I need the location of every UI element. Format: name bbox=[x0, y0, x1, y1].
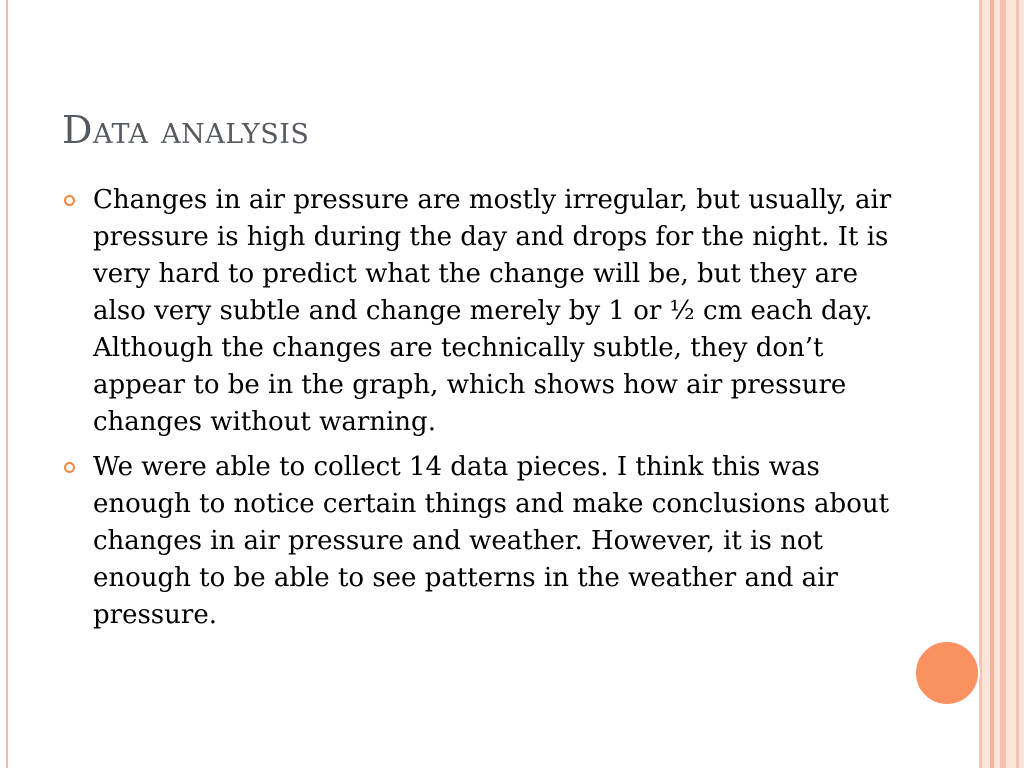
right-decor-band bbox=[1006, 0, 1024, 768]
decorative-orange-circle bbox=[914, 640, 980, 706]
right-decor-band bbox=[979, 0, 982, 768]
slide-title: Data analysis bbox=[62, 108, 310, 152]
right-decor-band bbox=[982, 0, 990, 768]
bullet-text: We were able to collect 14 data pieces. I think this was enough to notice certain things and make conclusions about changes in air pressure and weather. However, it is not enough to be able to see patterns in the weather and air pressure. bbox=[93, 452, 890, 630]
bullet-text: Changes in air pressure are mostly irregular, but usually, air pressure is high during the day and drops for the night. It is very hard to predict what the change will be, but they are also very subtle and change merely by 1 or ½ cm each day. Although the changes are technically subtle, they don’t appear to be in the graph, which shows how air pressure changes without warning. bbox=[93, 185, 892, 437]
bullet-item bbox=[62, 449, 892, 634]
bullet-item bbox=[62, 182, 892, 441]
bullet-list bbox=[62, 182, 892, 642]
bullet-circle-icon bbox=[64, 195, 75, 206]
bullet-circle-icon bbox=[64, 462, 75, 473]
left-border-line bbox=[6, 0, 8, 768]
right-decor-band bbox=[1016, 0, 1019, 768]
